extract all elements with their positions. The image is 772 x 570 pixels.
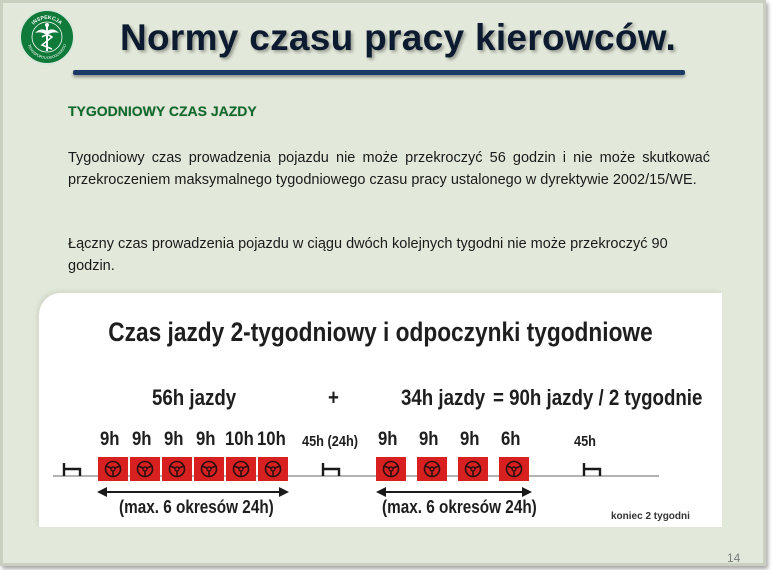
hours-label: 9h [196,429,216,450]
driving-block [499,457,529,481]
driving-block [226,457,256,481]
diagram-title: Czas jazdy 2-tygodniowy i odpoczynki tygodniowe [108,317,653,347]
range1-label: (max. 6 okresów 24h) [119,497,274,517]
section-heading: TYGODNIOWY CZAS JAZDY [68,103,257,119]
driving-time-diagram [39,293,722,527]
driving-block [194,457,224,481]
bed-icon [323,463,339,476]
grand-total-label: = 90h jazdy / 2 tygodnie [493,385,703,410]
paragraph-two-week-limit: Łączny czas prowadzenia pojazdu w ciągu dwóch kolejnych tygodni nie może przekroczyć 90 godzin. [68,236,668,274]
driving-block [458,457,488,481]
hours-label: 9h [132,429,152,450]
page-number: 14 [727,551,741,565]
week1-total-label: 56h jazdy [152,385,237,410]
driving-block [98,457,128,481]
week1-driving-blocks [98,457,288,481]
page-title: Normy czasu pracy kierowców. [119,17,677,58]
title-underline [73,70,685,75]
cut-off-label: koniec 2 tygodni [611,511,690,522]
rest1-label: 45h (24h) [302,433,358,450]
hours-label: 9h [419,429,439,450]
inspection-emblem-icon [19,9,75,65]
driving-block [258,457,288,481]
range-arrow-week1 [97,487,289,497]
plus-sign: + [328,385,339,410]
hours-label: 6h [501,429,521,450]
bed-icon [64,463,80,476]
driving-block [376,457,406,481]
week2-driving-blocks [376,457,529,481]
hours-label: 9h [378,429,398,450]
hours-label: 10h [257,429,286,450]
hours-label: 9h [100,429,120,450]
logo-bottom-text: TRANSPORTU DROGOWEGO [26,43,68,61]
hours-label: 9h [164,429,184,450]
range2-label: (max. 6 okresów 24h) [382,497,537,517]
bed-icon [584,463,600,476]
hours-label: 9h [460,429,480,450]
driving-block [417,457,447,481]
rest2-label: 45h [574,433,596,450]
driving-block [162,457,192,481]
range-arrow-week2 [376,487,532,497]
logo-top-text: INSPEKCJA [30,14,64,27]
week2-total-label: 34h jazdy [401,385,486,410]
driving-block [130,457,160,481]
hours-label: 10h [225,429,254,450]
paragraph-weekly-limit: Tygodniowy czas prowadzenia pojazdu nie może przekroczyć 56 godzin i nie może skutkować przekroczeniem maksymalnego tygodniowego czasu pracy ustalonego w dyrektywie 2002/15/WE. [68,150,710,188]
